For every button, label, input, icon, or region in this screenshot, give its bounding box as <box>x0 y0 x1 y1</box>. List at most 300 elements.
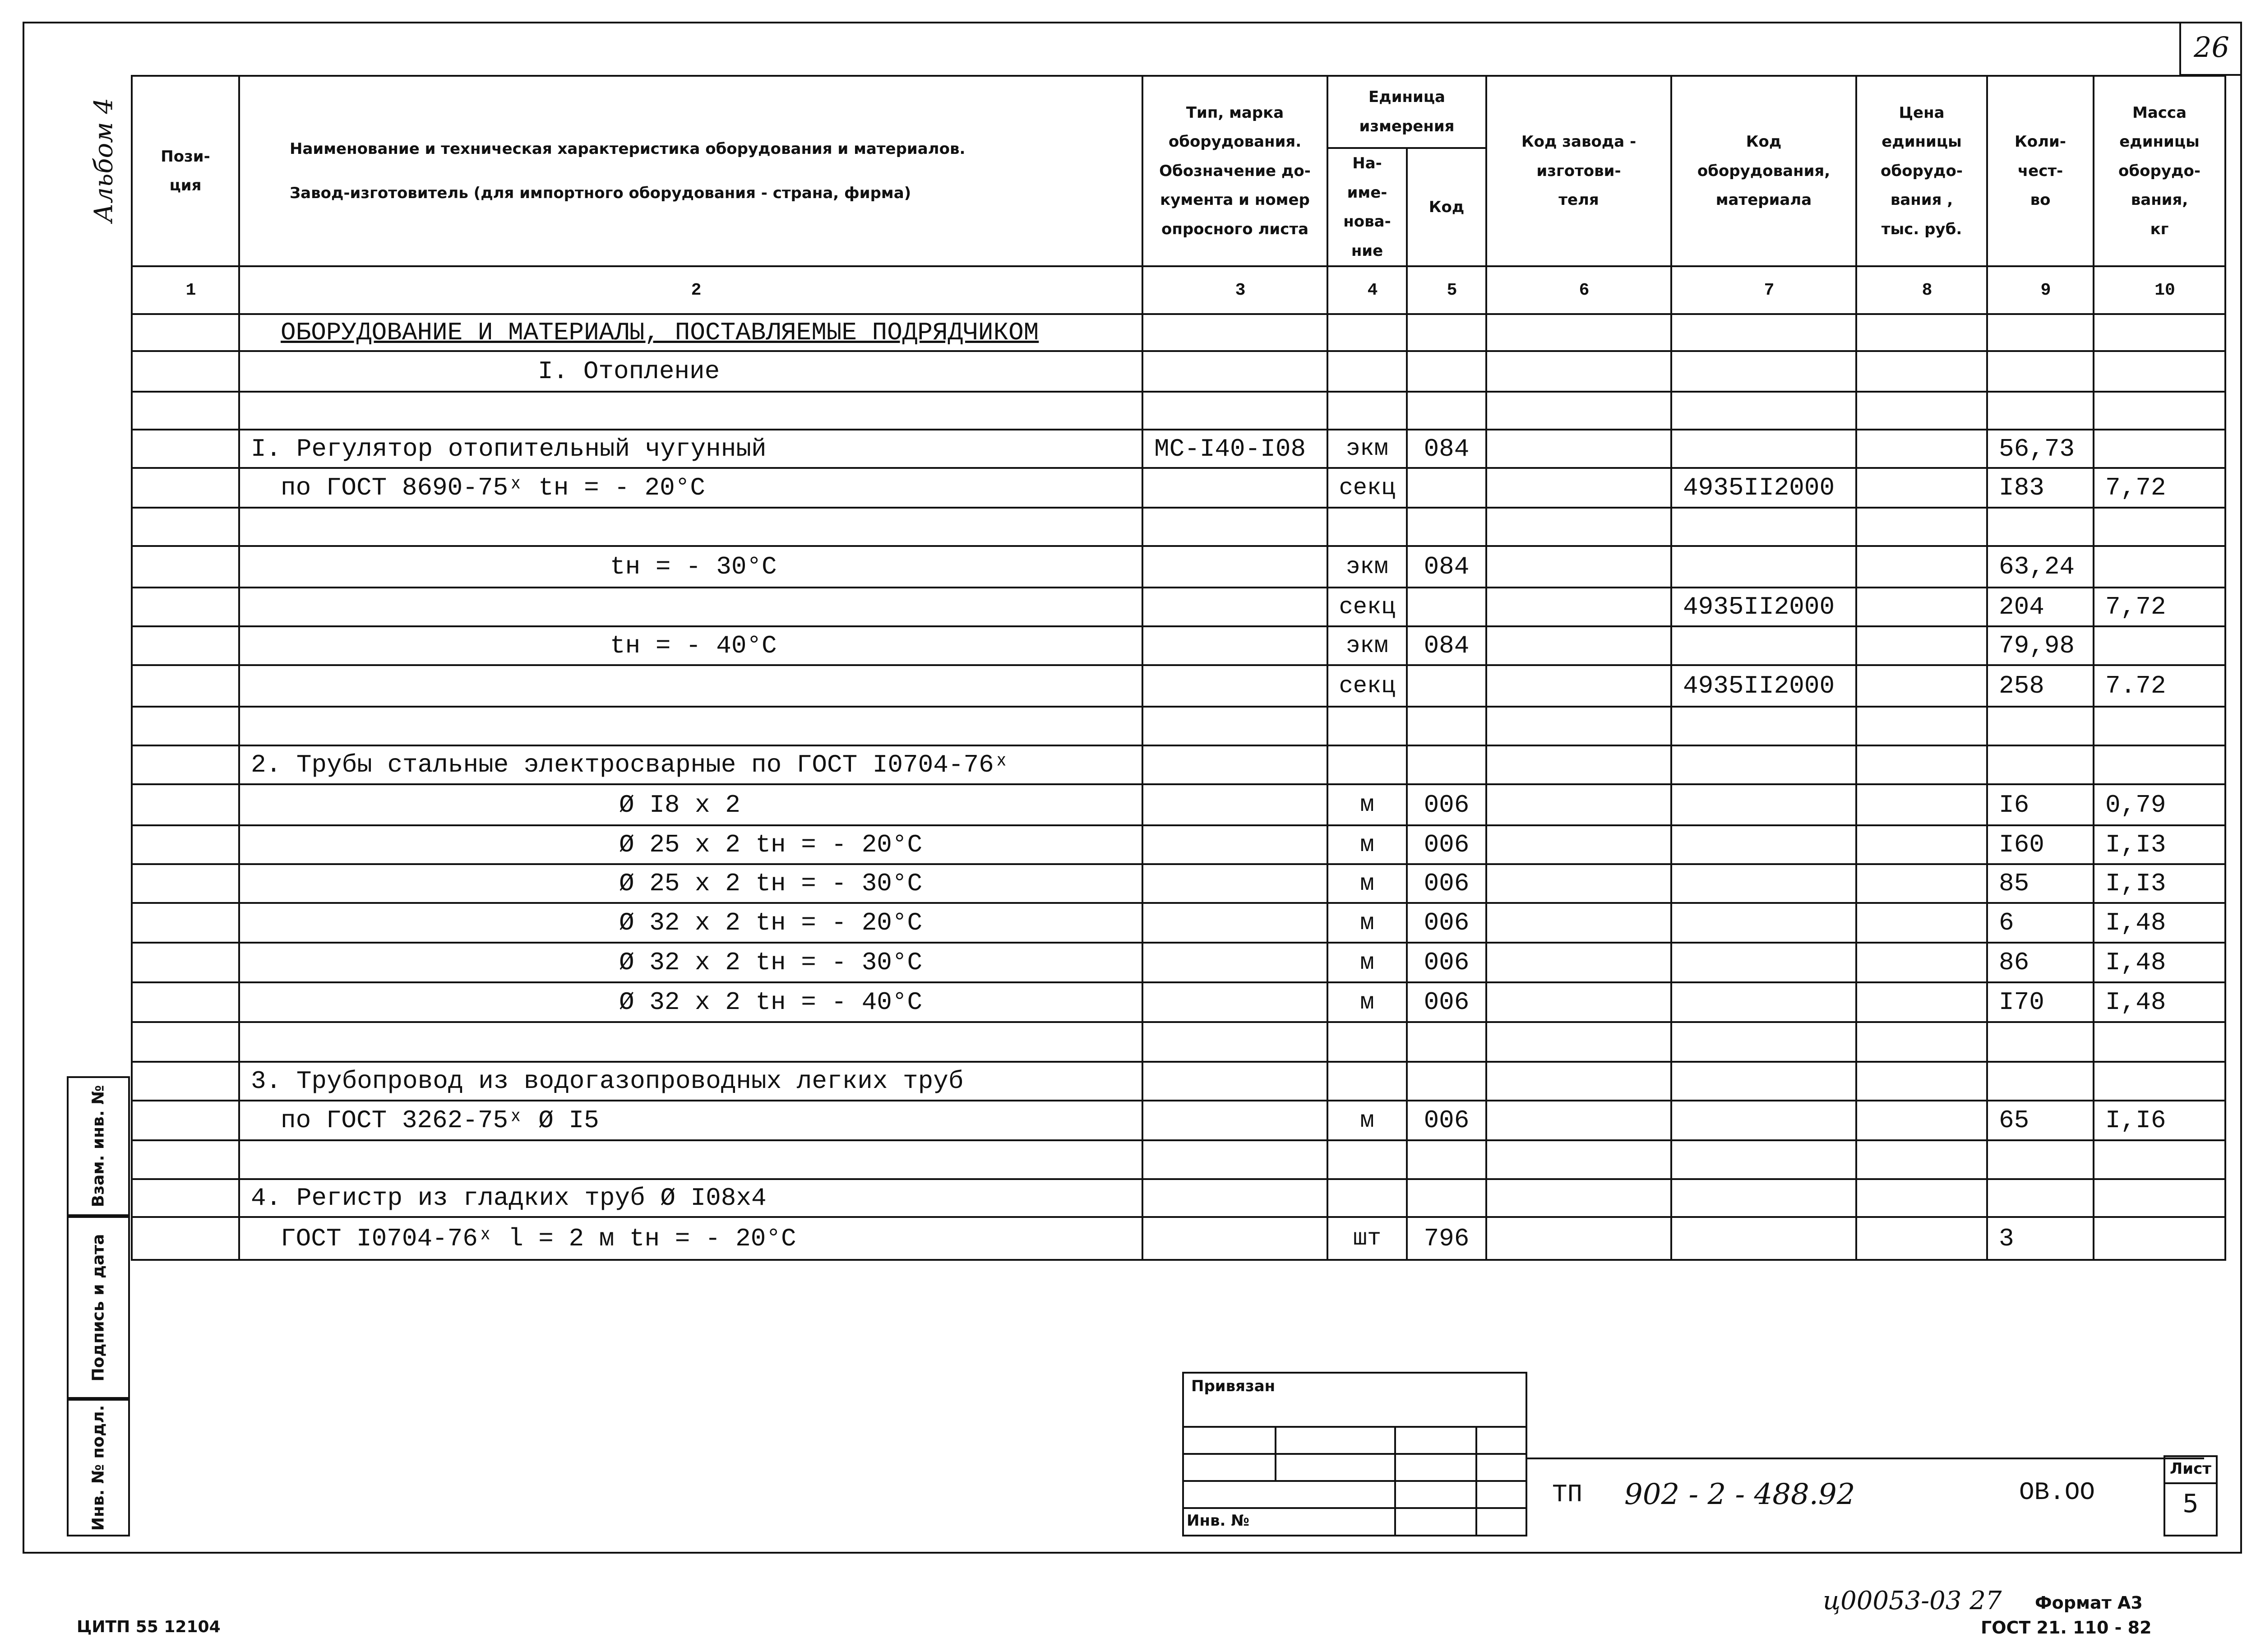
cell-c8 <box>1856 508 1987 546</box>
cell-c6 <box>1486 1140 1671 1179</box>
header-position: Пози- ция <box>132 76 239 266</box>
cell-c8 <box>1856 1101 1987 1140</box>
cell-c1 <box>132 626 239 665</box>
cell-c10 <box>2094 1022 2225 1062</box>
cell-c6 <box>1486 314 1671 351</box>
cell-c4 <box>1327 745 1407 784</box>
cell-c2 <box>239 707 1142 745</box>
cell-c7: 4935II2000 <box>1671 468 1856 508</box>
cell-c3 <box>1142 468 1327 508</box>
cell-c9: I60 <box>1987 825 2094 864</box>
cell-c9: 85 <box>1987 864 2094 903</box>
cell-c4: м <box>1327 943 1407 982</box>
table-row <box>132 588 2225 626</box>
cell-c1 <box>132 864 239 903</box>
cell-c2: tн = - 30°С <box>239 546 1142 588</box>
cell-c3 <box>1142 707 1327 745</box>
cell-c3 <box>1142 665 1327 707</box>
cell-c9: 86 <box>1987 943 2094 982</box>
cell-c6 <box>1486 707 1671 745</box>
cell-c2: по ГОСТ 3262-75ˣ Ø I5 <box>239 1101 1142 1140</box>
cell-c4: секц <box>1327 665 1407 707</box>
cell-c6 <box>1486 1062 1671 1101</box>
stamp-signature-date <box>67 1216 130 1399</box>
cell-c6 <box>1486 392 1671 430</box>
cell-c5 <box>1407 1062 1486 1101</box>
cell-c9: 79,98 <box>1987 626 2094 665</box>
table-row <box>132 1062 2225 1101</box>
cell-c9 <box>1987 707 2094 745</box>
cell-c9: I70 <box>1987 982 2094 1022</box>
cell-c8 <box>1856 903 1987 943</box>
cell-c2: по ГОСТ 8690-75ˣ tн = - 20°С <box>239 468 1142 508</box>
cell-c10 <box>2094 508 2225 546</box>
table-row <box>132 784 2225 825</box>
cell-c4: экм <box>1327 626 1407 665</box>
cell-c4: шт <box>1327 1217 1407 1260</box>
cell-c6 <box>1486 825 1671 864</box>
cell-c3 <box>1142 392 1327 430</box>
cell-c2 <box>239 508 1142 546</box>
column-number: 9 <box>1987 266 2094 314</box>
cell-c8 <box>1856 314 1987 351</box>
cell-c5: 006 <box>1407 1101 1486 1140</box>
cell-c8 <box>1856 626 1987 665</box>
cell-c3 <box>1142 314 1327 351</box>
cell-c6 <box>1486 784 1671 825</box>
cell-c6 <box>1486 1179 1671 1217</box>
header-price: Цена единицы оборудо- вания , тыс. руб. <box>1856 76 1987 266</box>
doc-number: 902 - 2 - 488.92 <box>1624 1478 1855 1511</box>
cell-c10 <box>2094 392 2225 430</box>
cell-c10 <box>2094 314 2225 351</box>
cell-c8 <box>1856 546 1987 588</box>
header-type: Тип, марка оборудования. Обозначение до- кумента и номер опросного листа <box>1142 76 1327 266</box>
cell-c2 <box>239 1140 1142 1179</box>
cell-c4: м <box>1327 982 1407 1022</box>
table-row <box>132 468 2225 508</box>
cell-c3 <box>1142 903 1327 943</box>
cell-c1 <box>132 707 239 745</box>
tp-label: ТП <box>1552 1480 1583 1509</box>
cell-c10 <box>2094 745 2225 784</box>
cell-c10 <box>2094 546 2225 588</box>
cell-c9: 6 <box>1987 903 2094 943</box>
cell-c2: 2. Трубы стальные электросварные по ГОСТ I0704-76ˣ <box>239 745 1142 784</box>
table-row <box>132 1217 2225 1260</box>
footer-format: Формат А3 <box>2035 1593 2143 1613</box>
cell-c9 <box>1987 392 2094 430</box>
cell-c7 <box>1671 546 1856 588</box>
cell-c4 <box>1327 351 1407 392</box>
cell-c8 <box>1856 351 1987 392</box>
cell-c1 <box>132 1101 239 1140</box>
cell-c5 <box>1407 508 1486 546</box>
cell-c10: I,I3 <box>2094 864 2225 903</box>
binding-label: Привязан <box>1191 1377 1276 1395</box>
table-row <box>132 1140 2225 1179</box>
cell-c4 <box>1327 508 1407 546</box>
cell-c3 <box>1142 351 1327 392</box>
cell-c3 <box>1142 1101 1327 1140</box>
cell-c10: 7.72 <box>2094 665 2225 707</box>
cell-c8 <box>1856 864 1987 903</box>
cell-c6 <box>1486 468 1671 508</box>
cell-c4: м <box>1327 825 1407 864</box>
header-mass: Масса единицы оборудо- вания, кг <box>2094 76 2225 266</box>
cell-c10: I,48 <box>2094 903 2225 943</box>
cell-c2: 4. Регистр из гладких труб Ø I08x4 <box>239 1179 1142 1217</box>
cell-c4 <box>1327 314 1407 351</box>
cell-c7 <box>1671 1101 1856 1140</box>
column-number: 2 <box>239 266 1142 314</box>
cell-c8 <box>1856 1179 1987 1217</box>
header-unit-group: Единица измерения <box>1327 76 1486 148</box>
cell-c2 <box>239 1022 1142 1062</box>
cell-c9: 63,24 <box>1987 546 2094 588</box>
cell-c8 <box>1856 745 1987 784</box>
cell-c3 <box>1142 784 1327 825</box>
cell-c2: I. Регулятор отопительный чугунный <box>239 430 1142 468</box>
cell-c1 <box>132 588 239 626</box>
cell-c3 <box>1142 943 1327 982</box>
cell-c4: секц <box>1327 588 1407 626</box>
cell-c8 <box>1856 665 1987 707</box>
cell-c8 <box>1856 1217 1987 1260</box>
cell-c4: экм <box>1327 430 1407 468</box>
cell-c9 <box>1987 1140 2094 1179</box>
cell-c2: ГОСТ I0704-76ˣ l = 2 м tн = - 20°С <box>239 1217 1142 1260</box>
cell-c3 <box>1142 1022 1327 1062</box>
stamp-signature-date-label: Подпись и дата <box>89 1234 108 1381</box>
cell-c2: tн = - 40°С <box>239 626 1142 665</box>
cell-c4: м <box>1327 864 1407 903</box>
cell-c9 <box>1987 745 2094 784</box>
cell-c1 <box>132 508 239 546</box>
cell-c2 <box>239 392 1142 430</box>
stamp-original-inv <box>67 1399 130 1536</box>
cell-c3 <box>1142 1179 1327 1217</box>
column-number: 1 <box>132 266 239 314</box>
cell-c1 <box>132 825 239 864</box>
cell-c10 <box>2094 1179 2225 1217</box>
header-material-code: Код оборудования, материала <box>1671 76 1856 266</box>
table-row <box>132 1101 2225 1140</box>
cell-c1 <box>132 468 239 508</box>
cell-c6 <box>1486 982 1671 1022</box>
cell-c7: 4935II2000 <box>1671 588 1856 626</box>
cell-c7 <box>1671 864 1856 903</box>
cell-c2: Ø 25 x 2 tн = - 30°С <box>239 864 1142 903</box>
cell-c10: 7,72 <box>2094 468 2225 508</box>
cell-c5: 006 <box>1407 903 1486 943</box>
cell-c5: 006 <box>1407 982 1486 1022</box>
cell-c1 <box>132 943 239 982</box>
cell-c10: I,48 <box>2094 943 2225 982</box>
cell-c9 <box>1987 1062 2094 1101</box>
cell-c8 <box>1856 825 1987 864</box>
cell-c8 <box>1856 707 1987 745</box>
stamp-replacement-inv-label: Взам. инв. № <box>89 1085 108 1208</box>
cell-c8 <box>1856 468 1987 508</box>
stamp-replacement-inv <box>67 1076 130 1216</box>
cell-c10 <box>2094 1140 2225 1179</box>
table-row <box>132 665 2225 707</box>
cell-c5 <box>1407 745 1486 784</box>
footer-gost: ГОСТ 21. 110 - 82 <box>1981 1618 2152 1638</box>
cell-c6 <box>1486 864 1671 903</box>
cell-c8 <box>1856 588 1987 626</box>
cell-c4: секц <box>1327 468 1407 508</box>
cell-c1 <box>132 1022 239 1062</box>
cell-c5: 084 <box>1407 626 1486 665</box>
cell-c5: 006 <box>1407 784 1486 825</box>
cell-c7 <box>1671 508 1856 546</box>
cell-c9: I83 <box>1987 468 2094 508</box>
cell-c7 <box>1671 745 1856 784</box>
table-row <box>132 982 2225 1022</box>
table-header <box>132 76 2225 266</box>
cell-c9 <box>1987 1022 2094 1062</box>
header-unit-code: Код <box>1407 148 1486 266</box>
column-number: 10 <box>2094 266 2225 314</box>
cell-c10: I,I6 <box>2094 1101 2225 1140</box>
cell-c7 <box>1671 1022 1856 1062</box>
cell-c6 <box>1486 351 1671 392</box>
table-row <box>132 825 2225 864</box>
cell-c10 <box>2094 1062 2225 1101</box>
column-number: 7 <box>1671 266 1856 314</box>
cell-c9 <box>1987 508 2094 546</box>
cell-c9 <box>1987 314 2094 351</box>
cell-c7 <box>1671 943 1856 982</box>
cell-c3 <box>1142 546 1327 588</box>
stamp-original-inv-label: Инв. № подл. <box>89 1405 108 1531</box>
table-row <box>132 351 2225 392</box>
footer-left-code: ЦИТП 55 12104 <box>77 1618 221 1636</box>
header-unit-name: На- име- нова- ние <box>1327 148 1407 266</box>
table-row <box>132 392 2225 430</box>
column-number: 5 <box>1407 266 1486 314</box>
cell-c2: Ø 32 x 2 tн = - 20°С <box>239 903 1142 943</box>
cell-c9: 258 <box>1987 665 2094 707</box>
cell-c5 <box>1407 665 1486 707</box>
cell-c7 <box>1671 1179 1856 1217</box>
cell-c4: м <box>1327 1101 1407 1140</box>
cell-c3 <box>1142 982 1327 1022</box>
cell-c7 <box>1671 982 1856 1022</box>
cell-c10 <box>2094 626 2225 665</box>
cell-c5: 796 <box>1407 1217 1486 1260</box>
table-row <box>132 745 2225 784</box>
cell-c9: 3 <box>1987 1217 2094 1260</box>
cell-c2: Ø 32 x 2 tн = - 30°С <box>239 943 1142 982</box>
specification-table <box>131 75 2226 1261</box>
cell-c1 <box>132 903 239 943</box>
table-row <box>132 546 2225 588</box>
cell-c6 <box>1486 588 1671 626</box>
cell-c4: м <box>1327 784 1407 825</box>
table-row <box>132 314 2225 351</box>
cell-c3 <box>1142 864 1327 903</box>
cell-c1 <box>132 1217 239 1260</box>
cell-c5 <box>1407 351 1486 392</box>
cell-c6 <box>1486 546 1671 588</box>
cell-c1 <box>132 665 239 707</box>
cell-c8 <box>1856 430 1987 468</box>
cell-c2: Ø 25 x 2 tн = - 20°С <box>239 825 1142 864</box>
cell-c10: 7,72 <box>2094 588 2225 626</box>
cell-c6 <box>1486 626 1671 665</box>
cell-c2: Ø I8 x 2 <box>239 784 1142 825</box>
cell-c4 <box>1327 1140 1407 1179</box>
cell-c7: 4935II2000 <box>1671 665 1856 707</box>
cell-c1 <box>132 1062 239 1101</box>
cell-c10 <box>2094 351 2225 392</box>
cell-c7 <box>1671 1217 1856 1260</box>
table-row <box>132 1022 2225 1062</box>
album-label: Альбом 4 <box>89 97 119 223</box>
cell-c3 <box>1142 1062 1327 1101</box>
cell-c10: I,48 <box>2094 982 2225 1022</box>
cell-c6 <box>1486 1101 1671 1140</box>
cell-c7 <box>1671 825 1856 864</box>
table-row <box>132 864 2225 903</box>
list-number: 5 <box>2182 1489 2199 1518</box>
cell-c1 <box>132 1140 239 1179</box>
cell-c8 <box>1856 982 1987 1022</box>
table-row <box>132 707 2225 745</box>
table-row <box>132 626 2225 665</box>
album-label-box <box>77 86 131 235</box>
cell-c5 <box>1407 1140 1486 1179</box>
list-label: Лист <box>2170 1460 2211 1478</box>
cell-c8 <box>1856 1022 1987 1062</box>
table-row <box>132 430 2225 468</box>
cell-c5 <box>1407 314 1486 351</box>
cell-c7 <box>1671 392 1856 430</box>
inv-no-label: Инв. № <box>1187 1512 1250 1530</box>
cell-c3 <box>1142 1217 1327 1260</box>
cell-c7 <box>1671 1062 1856 1101</box>
table-body <box>132 266 2225 1260</box>
cell-c1 <box>132 745 239 784</box>
header-factory-code: Код завода - изготови- теля <box>1486 76 1671 266</box>
cell-c10 <box>2094 1217 2225 1260</box>
cell-c1 <box>132 351 239 392</box>
cell-c5: 006 <box>1407 943 1486 982</box>
cell-c10 <box>2094 430 2225 468</box>
cell-c3 <box>1142 745 1327 784</box>
cell-c4 <box>1327 1022 1407 1062</box>
cell-c4: м <box>1327 903 1407 943</box>
cell-c5: 006 <box>1407 825 1486 864</box>
cell-c5: 006 <box>1407 864 1486 903</box>
cell-c8 <box>1856 1062 1987 1101</box>
cell-c1 <box>132 784 239 825</box>
cell-c2 <box>239 588 1142 626</box>
cell-c5 <box>1407 1022 1486 1062</box>
cell-c10 <box>2094 707 2225 745</box>
cell-c5: 084 <box>1407 546 1486 588</box>
cell-c3 <box>1142 626 1327 665</box>
cell-c9: 204 <box>1987 588 2094 626</box>
cell-c1 <box>132 392 239 430</box>
cell-c7 <box>1671 314 1856 351</box>
column-number-row <box>132 266 2225 314</box>
footer-handwritten: ц00053-03 27 <box>1823 1586 2002 1615</box>
cell-c2: I. Отопление <box>239 351 1142 392</box>
doc-code: ОВ.ОО <box>2019 1478 2095 1507</box>
cell-c2: ОБОРУДОВАНИЕ И МАТЕРИАЛЫ, ПОСТАВЛЯЕМЫЕ ПОДРЯДЧИКОМ <box>239 314 1142 351</box>
cell-c5 <box>1407 588 1486 626</box>
cell-c6 <box>1486 943 1671 982</box>
cell-c5: 084 <box>1407 430 1486 468</box>
cell-c6 <box>1486 430 1671 468</box>
cell-c5 <box>1407 1179 1486 1217</box>
cell-c3 <box>1142 1140 1327 1179</box>
column-number: 8 <box>1856 266 1987 314</box>
cell-c4 <box>1327 1062 1407 1101</box>
cell-c3 <box>1142 508 1327 546</box>
cell-c7 <box>1671 903 1856 943</box>
cell-c6 <box>1486 508 1671 546</box>
header-name: Наименование и техническая характеристика оборудования и материалов. Завод-изготовитель (для импортного оборудования - страна, фирма) <box>239 76 1142 266</box>
cell-c1 <box>132 982 239 1022</box>
cell-c7 <box>1671 430 1856 468</box>
cell-c7 <box>1671 351 1856 392</box>
cell-c6 <box>1486 1022 1671 1062</box>
cell-c9 <box>1987 1179 2094 1217</box>
cell-c8 <box>1856 392 1987 430</box>
sheet-number-box <box>2179 22 2242 76</box>
cell-c1 <box>132 430 239 468</box>
table-row <box>132 943 2225 982</box>
column-number: 4 <box>1327 266 1407 314</box>
cell-c6 <box>1486 1217 1671 1260</box>
cell-c4 <box>1327 707 1407 745</box>
cell-c7 <box>1671 1140 1856 1179</box>
cell-c4 <box>1327 1179 1407 1217</box>
cell-c1 <box>132 546 239 588</box>
cell-c5 <box>1407 707 1486 745</box>
cell-c9: 56,73 <box>1987 430 2094 468</box>
cell-c9 <box>1987 351 2094 392</box>
cell-c5 <box>1407 468 1486 508</box>
cell-c6 <box>1486 745 1671 784</box>
cell-c7 <box>1671 784 1856 825</box>
cell-c5 <box>1407 392 1486 430</box>
cell-c1 <box>132 314 239 351</box>
cell-c2 <box>239 665 1142 707</box>
cell-c2: 3. Трубопровод из водогазопроводных легких труб <box>239 1062 1142 1101</box>
cell-c3 <box>1142 588 1327 626</box>
cell-c2: Ø 32 x 2 tн = - 40°С <box>239 982 1142 1022</box>
cell-c9: I6 <box>1987 784 2094 825</box>
column-number: 3 <box>1142 266 1327 314</box>
table-row <box>132 903 2225 943</box>
column-number: 6 <box>1486 266 1671 314</box>
cell-c8 <box>1856 1140 1987 1179</box>
header-quantity: Коли- чест- во <box>1987 76 2094 266</box>
cell-c6 <box>1486 665 1671 707</box>
cell-c4: экм <box>1327 546 1407 588</box>
cell-c3 <box>1142 825 1327 864</box>
cell-c10: I,I3 <box>2094 825 2225 864</box>
cell-c6 <box>1486 903 1671 943</box>
sheet-number: 26 <box>2194 31 2229 64</box>
table-row <box>132 508 2225 546</box>
